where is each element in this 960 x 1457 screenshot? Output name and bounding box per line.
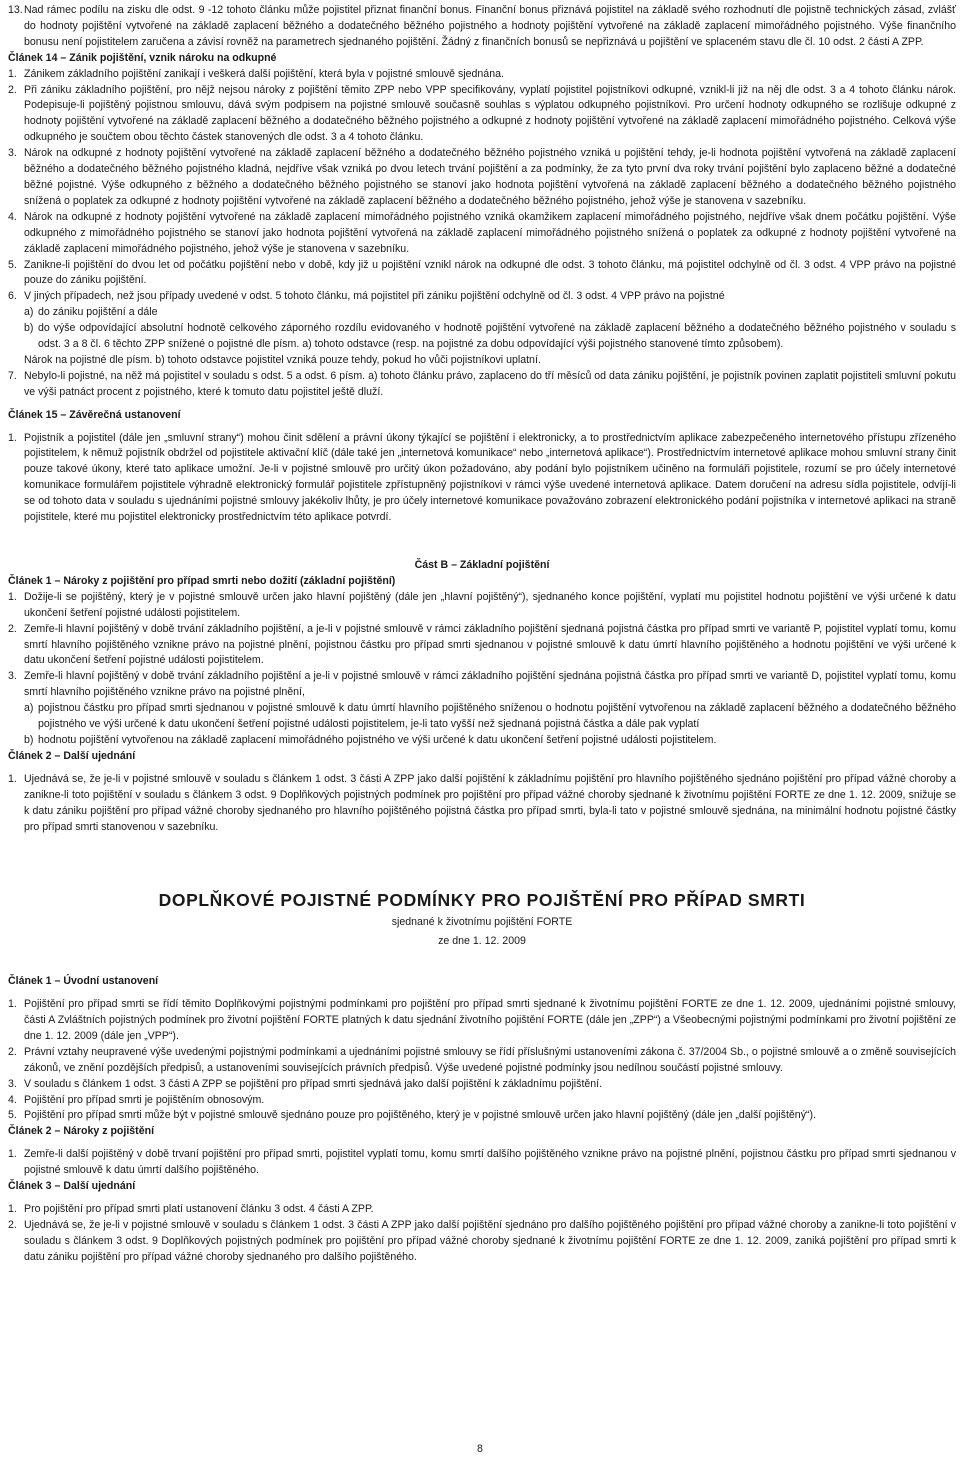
list-item <box>8 1202 956 1218</box>
item-text: Pro pojištění pro případ smrti platí ustanovení článku 3 odst. 4 části A ZPP. <box>24 1203 374 1215</box>
item-text: Dožije-li se pojištěný, který je v pojistné smlouvě určen jako hlavní pojištěný (dále jen „hlavní pojištěný“), sjednaného konce pojištění, vyplatí mu pojistitel hodnotu pojištění ve výši určené k datu ukončení šetření pojistné události pojistitelem. <box>24 590 956 619</box>
item-text: Ujednává se, že je-li v pojistné smlouvě v souladu s článkem 1 odst. 3 části A ZPP jako další pojištění sjednáno pro dalšího pojištěného pojištění pro případ vážné choroby a zanikne-li toto pojištění v souladu s článkem 3 odst. 9 Doplňkových pojistných podmínek pro pojištění pro případ vážné choroby sjednané k životnímu pojištění FORTE ze dne 1. 12. 2009, zaniká pojištění pro případ smrti k datu zániku pojištění pro případ vážné choroby sjednaného pro dalšího pojištěného. <box>24 1218 956 1263</box>
list-item <box>8 369 956 401</box>
item-number: 1. <box>8 67 17 80</box>
item-number: 3. <box>8 1077 17 1090</box>
list-item <box>8 997 956 1045</box>
item-text: Zemře-li hlavní pojištěný v době trvání základního pojištění, a je-li v pojistné smlouvě v rámci základního pojištění sjednaná pojistná částka pro případ smrti ve variantě P, pojistitel vyplatí tomu, komu smrtí hlavního pojištěného vznikne právo na pojistné plnění, pojistnou částku pro případ smrti sjednanou v pojistné smlouvě k datu úmrtí hlavního pojištěného a hodnotu pojištění ve výši určené k datu ukončení šetření pojistné události pojistitelem. <box>24 622 956 667</box>
item-number: 1. <box>8 431 17 444</box>
sub-item <box>8 305 956 321</box>
item-text: Zánikem základního pojištění zanikají i veškerá další pojištění, která byla v pojistné smlouvě sjednána. <box>24 67 504 80</box>
article-heading: Článek 2 – Nároky z pojištění <box>8 1125 155 1138</box>
item-text: Pojištění pro případ smrti se řídí těmito Doplňkovými pojistnými podmínkami pro pojištění pro případ smrti sjednané k životnímu pojištění FORTE ze dne 1. 12. 2009, ujednáními pojistné smlouvy, části A Zvláštních pojistných podmínek pro životní pojištění FORTE platných k datu sjednání životního pojištění FORTE (dále jen „ZPP“) a Všeobecnými pojistnými podmínkami pro životní pojištění ze dne 1. 12. 2009 (dále jen „VPP“). <box>24 998 956 1042</box>
item-number: 4. <box>8 1093 17 1106</box>
item-number: 3. <box>8 670 17 683</box>
list-item <box>8 1147 956 1179</box>
document-title: DOPLŇKOVÉ POJISTNÉ PODMÍNKY PRO POJIŠTĚNÍ PRO PŘÍPAD SMRTI <box>158 890 806 911</box>
sub-item-text: do výše odpovídající absolutní hodnotě celkového záporného rozdílu evidovaného v hodnotě pojištění vytvořené na základě zaplacení běžného a dodatečného běžného pojistného v souladu s odst. 3 a 8 čl. 6 těchto ZPP snížené o pojistné dle písm. a) tohoto odstavce (resp. na pojistné za dobu odpovídající výši pojistného stanovené tímto způsobem). <box>38 322 956 351</box>
item-number: 1. <box>8 1203 17 1215</box>
list-item <box>8 210 956 258</box>
item-text: V jiných případech, než jsou případy uvedené v odst. 5 tohoto článku, má pojistitel při zániku pojištění odchylně od čl. 3 odst. 4 VPP právo na pojistné <box>24 290 725 303</box>
list-item <box>8 3 956 51</box>
item-number: 2. <box>8 1218 17 1231</box>
sub-item <box>8 321 956 353</box>
list-item <box>8 146 956 210</box>
list-item <box>8 1045 956 1077</box>
item-number: 1. <box>8 772 17 785</box>
sub-item <box>8 733 956 749</box>
list-item <box>8 289 956 305</box>
document-date: ze dne 1. 12. 2009 <box>438 935 526 948</box>
item-text: Pojištění pro případ smrti je pojištěním obnosovým. <box>24 1093 265 1106</box>
item-text: Zemře-li hlavní pojištěný v době trvání základního pojištění a je-li v pojistné smlouvě v rámci základního pojištění sjednána pojistná částka pro případ smrti ve variantě D, pojistitel vyplatí tomu, komu smrtí hlavního pojištěného vznikne právo na pojistné plnění, <box>24 670 956 699</box>
article-heading: Článek 1 – Úvodní ustanovení <box>8 975 159 988</box>
sub-item-label: a) <box>24 306 34 319</box>
list-item <box>8 622 956 670</box>
list-item <box>8 1077 956 1093</box>
item-number: 1. <box>8 590 17 603</box>
item-text: Ujednává se, že je-li v pojistné smlouvě v souladu s článkem 1 odst. 3 části A ZPP jako další pojištění k základnímu pojištění pro hlavního pojištěného sjednáno pojištění pro případ vážné choroby a zanikne-li toto pojištění v souladu s článkem 3 odst. 9 Doplňkových pojistných podmínek pro pojištění pro případ vážné choroby sjednané k životnímu pojištění FORTE ze dne 1. 12. 2009, snižuje se k datu zániku pojištění pro případ vážné choroby sjednaného pro hlavního pojištěného pojistná částka pro případ smrti, byla-li tato v pojistné smlouvě sjednána, na minimální hodnotu pojistné částky pro případ smrti stanovenou v sazebníku. <box>24 772 956 833</box>
article-heading: Článek 15 – Závěrečná ustanovení <box>8 408 181 421</box>
list-item <box>8 669 956 701</box>
sub-item-label: a) <box>24 702 34 715</box>
list-item <box>8 83 956 147</box>
item-text: Nárok na odkupné z hodnoty pojištění vytvořené na základě zaplacení mimořádného pojistného vzniká okamžikem zaplacení mimořádného pojistného, nejdříve však dnem počátku pojištění. Výše odkupného z mimořádného pojistného se stanoví jako hodnota pojištění vytvořená na základě zaplacení mimořádného pojistného snížená o poplatek za odkupné z hodnoty pojištění vytvořené na základě zaplacení mimořádného pojistného, jehož výše je stanovena v sazebníku. <box>24 210 956 255</box>
sub-item <box>8 701 956 733</box>
sub-item-text: hodnotu pojištění vytvořenou na základě zaplacení mimořádného pojistného ve výši určené k datu ukončení šetření pojistné události pojistitelem. <box>38 733 717 746</box>
list-item <box>8 590 956 622</box>
item-text: Pojistník a pojistitel (dále jen „smluvní strany“) mohou činit sdělení a právní úkony týkající se pojištění i elektronicky, a to prostřednictvím aplikace zabezpečeného internetového přístupu zřízeného pojistitelem, k němuž pojistník obdržel od pojistitele aktivační klíč (dále také jen „internetová komunikace“ nebo „internetová aplikace“). Prostřednictvím internetové aplikace mohou smluvní strany činit pouze takové úkony, které tato aplikace umožní. Je-li v pojistné smlouvě pro určitý úkon požadováno, aby podání bylo pojistníkem učiněno na formuláři pojistitele, rozumí se pro účely internetové komunikace formulářem pojistitele výhradně elektronický formulář pojistitele zpřístupněný pojistníkovi v rámci výše uvedené internetová aplikace. Datem doručení na adresu sídla pojistitele, odvíjí-li se od tohoto data v souladu s ujednáními pojistné smlouvy jakékoliv lhůty, je pro účely internetové komunikace považováno zobrazení elektronického podání pojistníka v internetové aplikaci na straně pojistitele, které mu pojistitel elektronicky prostřednictvím této aplikace potvrdí. <box>24 431 956 524</box>
item-number: 6. <box>8 290 17 303</box>
list-item <box>8 1093 956 1109</box>
item-text: Zanikne-li pojištění do dvou let od počátku pojištění nebo v době, kdy již u pojištění vznikl nárok na odkupné dle odst. 3 tohoto článku, má pojistitel odchylně od čl. 3 odst. 4 VPP právo na pojistné pouze do zániku pojištění. <box>24 258 956 287</box>
list-item <box>8 1218 956 1266</box>
item-number: 5. <box>8 1109 17 1122</box>
list-item <box>8 258 956 290</box>
item-text: Právní vztahy neupravené výše uvedenými pojistnými podmínkami a ujednáními pojistné smlouvy se řídí příslušnými ustanoveními zákona č. 37/2004 Sb., o pojistné smlouvě a o změně souvisejících zákonů, ve znění pozdějších předpisů, a ustanoveními souvisejících právních předpisů. Výše uvedené pojistné podmínky jsou nedílnou součástí pojistné smlouvy. <box>24 1045 956 1074</box>
list-item <box>8 772 956 836</box>
document-page <box>8 3 956 1266</box>
item-text: Nárok na odkupné z hodnoty pojištění vytvořené na základě zaplacení běžného a dodatečného běžného pojistného vzniká u pojištění tehdy, je-li hodnota pojištění vytvořená na základě zaplacení běžného a dodatečného běžného pojistného kladná, nejdříve však vzniká po dvou letech trvání pojištění a za podmínky, že za tyto první dva roky trvání pojištění bylo zaplaceno běžné a dodatečné běžné pojistné. Výše odkupného z běžného a dodatečného běžného pojistného se stanoví jako hodnota pojištění vytvořená na základě zaplacení běžného a dodatečného běžného pojistného snížená o poplatek za odkupné z hodnoty pojištění vytvořené na základě zaplacení běžného a dodatečného běžného pojistného, jehož výše je stanovena v sazebníku. <box>24 147 956 207</box>
item-number: 3. <box>8 147 17 160</box>
article-heading: Článek 1 – Nároky z pojištění pro případ smrti nebo dožití (základní pojištění) <box>8 574 396 587</box>
item-text: Nebylo-li pojistné, na něž má pojistitel v souladu s odst. 5 a odst. 6 písm. a) tohoto článku právo, zaplaceno do tří měsíců od data zániku pojištění, je pojistník povinen zaplatit pojistiteli smluvní pokutu ve výši patnáct procent z pojistného, které k tomuto datu pojistitel ještě dluží. <box>24 369 956 398</box>
item-number: 2. <box>8 622 17 635</box>
list-item <box>8 1108 956 1124</box>
document-subtitle: sjednané k životnímu pojištění FORTE <box>391 916 573 929</box>
article-heading: Článek 14 – Zánik pojištění, vznik nároku na odkupné <box>8 51 277 64</box>
item-number: 7. <box>8 369 17 382</box>
item-text: Při zániku základního pojištění, pro nějž nejsou nároky z pojištění těmito ZPP nebo VPP specifikovány, vyplatí pojistitel pojistníkovi odkupné, vznikl-li již na něj dle odst. 3 a 4 tohoto článku nárok. Podepisuje-li pojištěný pojistnou smlouvu, dává svým podpisem na pojistné smlouvě současně souhlas s výplatou odkupného pojistníkovi. Pro určení hodnoty odkupného se rozlišuje odkupné z hodnoty pojištění vytvořené na základě zaplacení běžného a dodatečného běžného pojistného a odkupné z hodnoty pojištění vytvořené na základě zaplacení mimořádného pojistného. Celková výše odkupného je součtem obou těchto částek stanovených dle odst. 3 a 4 tohoto článku. <box>24 83 956 144</box>
sub-item-label: b) <box>24 322 34 335</box>
article-heading: Článek 3 – Další ujednání <box>8 1180 136 1193</box>
page-number: 8 <box>477 1443 483 1455</box>
list-item <box>8 431 956 526</box>
item-number: 5. <box>8 258 17 271</box>
item-number: 4. <box>8 210 17 223</box>
part-title: Část B – Základní pojištění <box>414 559 550 571</box>
paragraph: Nárok na pojistné dle písm. b) tohoto odstavce pojistitel vzniká pouze tehdy, pokud ho vůči pojistníkovi uplatní. <box>24 353 541 366</box>
article-heading: Článek 2 – Další ujednání <box>8 749 136 762</box>
item-text: V souladu s článkem 1 odst. 3 části A ZPP se pojištění pro případ smrti sjednává jako další pojištění k základnímu pojištění. <box>24 1077 603 1090</box>
item-number: 1. <box>8 1148 17 1161</box>
list-item <box>8 67 956 83</box>
sub-item-text: do zániku pojištění a dále <box>38 306 158 319</box>
item-number: 13. <box>8 4 23 16</box>
item-number: 2. <box>8 1045 17 1058</box>
item-text: Zemře-li další pojištěný v době trvaní pojištění pro případ smrti, pojistitel vyplatí tomu, komu smrtí dalšího pojištěného vznikne právo na pojistné plnění, pojistnou částku pro případ smrti sjednanou v pojistné smlouvě k datu úmrtí dalšího pojištěného. <box>24 1148 956 1177</box>
sub-item-text: pojistnou částku pro případ smrti sjednanou v pojistné smlouvě k datu úmrtí hlavního pojištěného sníženou o hodnotu pojištění vytvořenou na základě zaplacení běžného a dodatečného běžného pojistného ve výši určené k datu ukončení šetření pojistné události pojistitelem, je-li tato vyšší než sjednaná pojistná částka a dále pak vyplatí <box>38 702 956 731</box>
sub-item-label: b) <box>24 733 34 746</box>
item-number: 1. <box>8 998 17 1011</box>
item-text: Pojištění pro případ smrti může být v pojistné smlouvě sjednáno pouze pro pojištěného, který je v pojistné smlouvě určen jako hlavní pojištěný (dále jen „další pojištěný“). <box>24 1109 816 1122</box>
item-number: 2. <box>8 83 17 96</box>
item-text: Nad rámec podílu na zisku dle odst. 9 -12 tohoto článku může pojistitel přiznat finanční bonus. Finanční bonus přiznává pojistitel na základě svého rozhodnutí dle pojistně technických zásad, zvlášť do hodnoty pojištění vytvořené na základě zaplacení běžného a dodatečného běžného pojistného a hodnoty pojištění vytvořené na základě zaplacení mimořádného pojistného. Výše finančního bonusu není pojistitelem zaručena a závisí rovněž na parametrech sjednaného pojištění. Žádný z finančních bonusů se nepřiznává u pojištění ve splaceném stavu dle čl. 10 odst. 2 části A ZPP. <box>24 4 956 48</box>
